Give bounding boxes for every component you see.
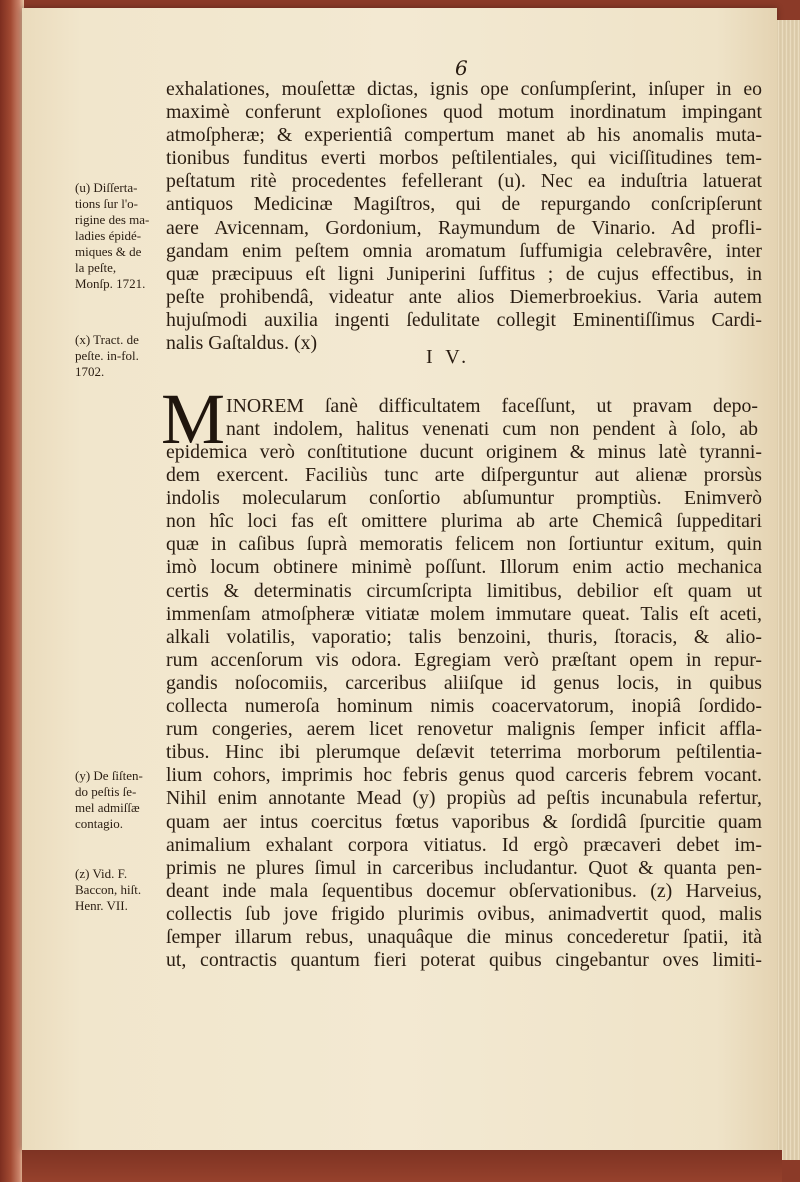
margin-note-line: (y) De ſiſten-	[75, 768, 143, 783]
text-line: atmoſpheræ; & experientiâ compertum manet ab his anomalis muta-	[166, 124, 762, 147]
paragraph-1	[166, 78, 762, 355]
margin-note-line: mel admiſſæ	[75, 800, 140, 815]
margin-note-x	[75, 332, 157, 380]
margin-note-line: 1702.	[75, 364, 105, 379]
text-line: quam aer intus coercitus fœtus vaporibus & ſordidâ ſpurcitie quam	[166, 810, 762, 833]
text-line: animalium exhalant corpora vitiatus. Id ergò præcaveri debet im-	[166, 833, 762, 856]
paragraph-2-line-1: INOREM ſanè difficultatem faceſſunt, ut pravam depo-	[226, 395, 758, 417]
margin-note-line: do peſtis ſe-	[75, 784, 137, 799]
text-line: exhalationes, mouſettæ dictas, ignis ope conſumpſerint, inſuper in eo	[166, 78, 762, 100]
text-line: maximè conferunt exploſiones quod motum inordinatum impingant	[166, 101, 762, 124]
text-line: rum accenſorum vis odora. Egregiam verò præſtant opem in repur-	[166, 648, 762, 671]
page-edges	[777, 20, 800, 1160]
text-line: ſemper illarum rebus, unaquâque die minus concederetur ſpatii, ità	[166, 925, 762, 948]
text-line: Nihil enim annotante Mead (y) propiùs ad peſtis incunabula refertur,	[166, 787, 762, 810]
text-line: lium cohors, imprimis hoc febris genus quod carceris febrem vocant.	[166, 764, 762, 787]
text-line: nalis Gaſtaldus. (x)	[166, 332, 318, 355]
text-line: rum congeries, aerem licet renovetur malignis ſemper inficit affla-	[166, 718, 762, 741]
text-line: dem exercent. Faciliùs tunc arte diſperguntur aut alienæ prorsùs	[166, 464, 762, 487]
text-line: tibus. Hinc ibi plerumque deſævit teterrima morborum peſtilentia-	[166, 741, 762, 764]
text-line: collectis ſub jove frigido plurimis ovibus, animadvertit quod, malis	[166, 902, 762, 925]
text-line: quæ præcipuus eſt ligni Juniperini ſuffitus ; de cujus effectibus, in	[166, 262, 762, 285]
margin-note-y	[75, 768, 157, 832]
margin-note-line: ladies épidé-	[75, 228, 142, 243]
margin-note-u	[75, 180, 157, 292]
margin-note-line: rigine des ma-	[75, 212, 150, 227]
paragraph-2	[166, 441, 762, 972]
text-line: primis ne plures ſimul in carceribus includantur. Quot & quanta pen-	[166, 856, 762, 879]
margin-note-line: la peſte,	[75, 260, 117, 275]
book-cover-bottom	[22, 1150, 782, 1182]
text-line: imò locum obtinere minimè poſſunt. Illorum enim actio mechanica	[166, 556, 762, 579]
text-line: alkali volatilis, vaporatio; talis benzoini, thuris, ſtoracis, & alio-	[166, 625, 762, 648]
margin-note-line: (x) Tract. de	[75, 332, 139, 347]
text-line: antiquos Medicinæ Magiſtros, qui de repurgando conſcripſerunt	[166, 193, 762, 216]
text-line: epidemica verò conſtitutione ducunt originem & minus latè tyranni-	[166, 441, 762, 463]
text-line: quæ in caſibus ſuprà memoratis felicem non ſortiuntur exitum, quin	[166, 533, 762, 556]
drop-cap: M	[161, 379, 226, 459]
text-line: gandam enim peſtem omnia aromatum ſuffumigia celebravêre, inter	[166, 239, 762, 262]
margin-note-line: (u) Diſſerta-	[75, 180, 138, 195]
text-line: collecta numeroſa hominum nimis coacervatorum, inopiâ ſordido-	[166, 695, 762, 718]
margin-note-line: peſte. in-fol.	[75, 348, 139, 363]
text-line: certis & determinatis circumſcripta limitibus, debilior eſt quam ut	[166, 579, 762, 602]
margin-note-line: Baccon, hiſt.	[75, 882, 142, 897]
margin-note-line: Monſp. 1721.	[75, 276, 146, 291]
book-binding	[0, 0, 24, 1182]
text-line: indolis molecularum conſortio abſumuntur promptiùs. Enimverò	[166, 487, 762, 510]
margin-note-line: contagio.	[75, 816, 124, 831]
text-line: hujuſmodi auxilia ingenti ſedulitate collegit Eminentiſſimus Cardi-	[166, 308, 762, 331]
text-line: non hîc loci fas eſt omittere plurima ab arte Chemicâ ſuppeditari	[166, 510, 762, 533]
text-line: gandis noſocomiis, carceribus aliiſque id genus locis, in quibus	[166, 671, 762, 694]
text-line: tionibus funditus everti morbos peſtilentiales, qui viciſſitudines tem-	[166, 147, 762, 170]
margin-note-line: tions ſur l'o-	[75, 196, 139, 211]
text-line: ut, contractis quantum fieri poterat quibus cingebantur oves limiti-	[166, 949, 762, 972]
margin-note-line: miques & de	[75, 244, 142, 259]
text-line: deant inde mala ſequentibus docemur obſervationibus. (z) Harveius,	[166, 879, 762, 902]
text-line: aere Avicennam, Gordonium, Raymundum de Vinario. Ad profli-	[166, 216, 762, 239]
text-line: immenſam atmoſpheræ vitiatæ molem immutare queat. Talis eſt aceti,	[166, 602, 762, 625]
margin-note-z	[75, 866, 157, 914]
text-line: peſtatum ritè procedentes fefellerant (u). Nec ea induſtria latuerat	[166, 170, 762, 193]
text-line: peſte prohibendâ, videatur ante alios Diemerbroekius. Varia autem	[166, 285, 762, 308]
section-heading: I V.	[426, 346, 471, 368]
page-number: 6	[455, 56, 468, 80]
paragraph-2-line-2: nant indolem, halitus venenati cum non pendent à ſolo, ab	[226, 418, 758, 440]
margin-note-line: (z) Vid. F.	[75, 866, 128, 881]
margin-note-line: Henr. VII.	[75, 898, 128, 913]
